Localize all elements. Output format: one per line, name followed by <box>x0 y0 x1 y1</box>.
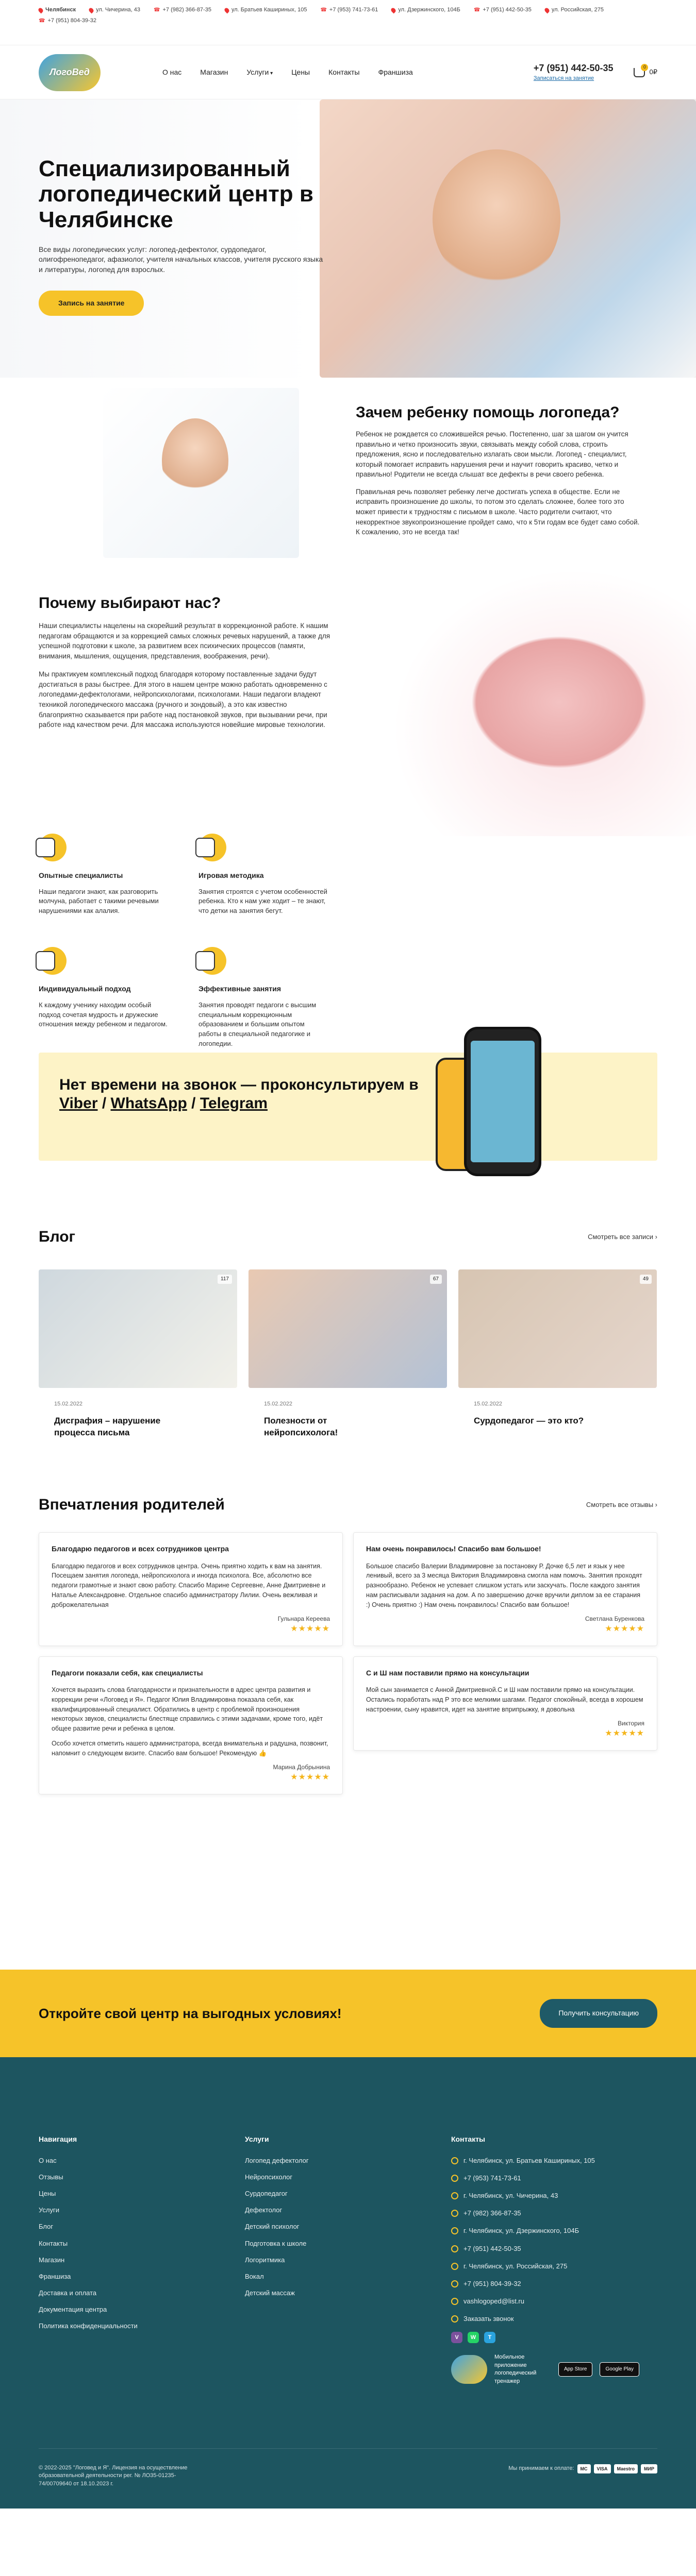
effective-icon <box>198 947 226 975</box>
phone-icon: ☎ <box>39 18 45 24</box>
rating-stars-icon: ★★★★★ <box>290 1624 330 1634</box>
topbar-item-text: ул. Дзержинского, 104Б <box>398 7 460 13</box>
location-pin-icon <box>543 7 550 13</box>
topbar-item-text: ул. Российская, 275 <box>551 7 604 13</box>
hero-signup-button[interactable]: Запись на занятие <box>39 291 144 316</box>
choose-photo <box>392 568 696 836</box>
app-store-button[interactable]: App Store <box>558 2362 592 2377</box>
feature-title: Опытные специалисты <box>39 871 123 879</box>
review-title: С и Ш нам поставили прямо на консультации <box>366 1668 529 1677</box>
topbar-item[interactable] <box>89 6 140 14</box>
footer-contact-item <box>451 2156 657 2165</box>
topbar-item[interactable] <box>39 17 96 25</box>
topbar-item-text: +7 (982) 366-87-35 <box>162 7 211 13</box>
footer-service-link[interactable]: Вокал <box>245 2272 264 2280</box>
feature-text: Наши педагоги знают, как разговорить молчуна, работает с такими речевыми нарушениями как алалия. <box>39 887 159 915</box>
app-text: Мобильное приложение логопедический тренажер <box>494 2354 537 2384</box>
review-title: Педагоги показали себя, как специалисты <box>52 1668 203 1677</box>
location-pin-icon <box>451 2263 458 2270</box>
blog-card[interactable] <box>39 1269 237 1439</box>
location-pin-icon <box>451 2227 458 2234</box>
footer-contact-text[interactable]: г. Челябинск, ул. Братьев Кашириных, 105 <box>463 2156 595 2164</box>
footer-contact-item <box>451 2279 657 2289</box>
review-text: Большое спасибо Валерии Владимировне за постановку Р. Дочке 6,5 лет и язык у нее ленивый, всего за 3 месяца Виктория Владимировна смогла нам помочь. Занятия проходят разнообразно. Ребенок не успевает слишком устать или заскучать. После каждого занятия нам расписывали задания на дом. А по завершению дочке вручили диплом за ее старания :) Очень приятно :) Нам очень понравилось! Спасибо вам большое! <box>366 1562 642 1608</box>
viber-icon[interactable]: V <box>451 2332 462 2343</box>
copyright: © 2022-2025 "Логовед и Я". Лицензия на осуществление образовательной деятельности рег. № ЛО35-01235-74/00709640 от 18.10.2023 г. <box>39 2464 188 2487</box>
footer-service-link[interactable]: Логопед дефектолог <box>245 2156 309 2164</box>
footer-extra <box>451 2297 657 2324</box>
visa-icon: VISA <box>594 2464 611 2474</box>
feature-text: К каждому ученику находим особый подход сочетая мудрость и дружеские отношения между ребенком и педагогом. <box>39 1001 168 1028</box>
footer-contact-text[interactable]: +7 (953) 741-73-61 <box>463 2174 521 2182</box>
reviews-col-left <box>39 1532 343 1794</box>
rating-stars-icon: ★★★★★ <box>605 1624 644 1634</box>
hero-text: Все виды логопедических услуг: логопед-дефектолог, сурдопедагог, олигофренопедагог, афазиолог, учителя начальных классов, учителя русского языка и литературы, логопед для взрослых. <box>39 245 323 274</box>
header-consult-link[interactable]: Записаться на занятие <box>533 75 594 82</box>
footer-nav-link[interactable]: О нас <box>39 2156 57 2164</box>
feature-experienced <box>39 834 168 916</box>
mail-icon <box>451 2298 458 2305</box>
footer-email[interactable]: vashlogoped@list.ru <box>463 2297 524 2306</box>
nav-contacts[interactable]: Контакты <box>328 67 360 76</box>
blog-card-date: 15.02.2022 <box>474 1401 503 1407</box>
footer-service-link[interactable]: Дефектолог <box>245 2206 283 2214</box>
header-phone[interactable]: +7 (951) 442-50-35 <box>533 63 614 74</box>
topbar-item[interactable] <box>474 6 532 14</box>
review-text: Благодарю педагогов и всех сотрудников центра. Очень приятно ходить к вам на занятия. Посещаем занятия логопеда, нейропсихолога и иногда психолога. Все, абсолютно все педагоги грамотные и знают свою работу. Спасибо Марине Сергеевне, Анне Дмитриевне и Наталье Александровне. Отдельное спасибо администратору Лилии. Очень вежливая и доброжелательная <box>52 1562 326 1608</box>
phone-icon <box>451 2315 458 2323</box>
whatsapp-icon[interactable]: W <box>468 2332 479 2343</box>
footer-bottom <box>39 2448 657 2488</box>
footer-contact-text[interactable]: +7 (951) 804-39-32 <box>463 2279 521 2287</box>
email-item <box>451 2297 657 2306</box>
game-icon <box>198 834 226 861</box>
reviews-section <box>0 1465 696 1970</box>
pay-label: Мы принимаем к оплате: <box>508 2465 574 2472</box>
cta-title: Откройте свой центр на выгодных условиях! <box>39 2005 342 2021</box>
footer-service-link[interactable]: Сурдопедагог <box>245 2189 288 2197</box>
topbar-item[interactable] <box>225 6 307 14</box>
reviews-col-right <box>353 1532 657 1794</box>
call-item <box>451 2314 657 2324</box>
phone-icon <box>451 2210 458 2217</box>
blog-more-link[interactable]: Смотреть все записи › <box>588 1232 657 1241</box>
banner-sep: / <box>97 1095 111 1112</box>
header <box>0 45 696 99</box>
google-play-button[interactable]: Google Play <box>600 2362 639 2377</box>
review-card <box>353 1532 657 1646</box>
footer-nav <box>39 2134 245 2385</box>
individual-icon <box>39 947 67 975</box>
views-count: 49 <box>640 1275 652 1284</box>
topbar-item[interactable] <box>154 6 211 14</box>
review-author: Светлана Буренкова <box>585 1615 644 1623</box>
review-text: Особо хочется отметить нашего администратора, всегда внимательна и радушна, позвонит, напомнит о следующем визите. Спасибо вам большое! Рекомендую 👍 <box>52 1739 328 1757</box>
location-pin-icon <box>451 2157 458 2164</box>
review-card <box>353 1656 657 1751</box>
review-title: Нам очень понравилось! Спасибо вам большое! <box>366 1545 541 1553</box>
blog-section <box>0 1176 696 1465</box>
topbar-items <box>39 0 657 25</box>
phone-illustration <box>464 1027 541 1176</box>
footer-contact-text[interactable]: г. Челябинск, ул. Дзержинского, 104Б <box>463 2227 579 2235</box>
choose-section <box>0 568 696 1048</box>
hero-title: Специализированный логопедический центр в Челябинске <box>39 156 313 232</box>
footer <box>0 2057 696 2509</box>
phone-icon <box>451 2175 458 2182</box>
cta-button[interactable]: Получить консультацию <box>540 1999 657 2028</box>
review-text: Хочется выразить слова благодарности и признательности в адрес центра развития и коррекции речи «Логовед и Я». Педагог Юлия Владимировна показала себя, как квалифицированный специалист. Обратились в центр с проблемой произношения некоторых звуков, специалисты блестяще справились с этими задачами, кроме того, идёт общее развитие речи и ребенка в целом. <box>52 1686 323 1733</box>
topbar-item[interactable] <box>320 6 378 14</box>
choose-p1: Наши специалисты нацелены на скорейший результат в коррекционной работе. К нашим педагогам обращаются и за коррекцией самых сложных речевых нарушений, а также для успешной подготовки к школе, за развитием всех психических процессов (памяти, внимания, мышления, ощущения, представления, воображения, речи). <box>39 622 330 660</box>
review-text: Мой сын занимается с Анной Дмитриевной.С и Ш нам поставили прямо на консультации. Остались поработать над Р это все мелкими шагами. Педагог спокойный, всегда в хорошем настроении, сыну нравится, идет на занятие вприпрыжку, я довольна <box>366 1686 643 1713</box>
footer-nav-link[interactable]: Блог <box>39 2223 54 2231</box>
social-icons <box>451 2332 657 2343</box>
footer-services-list <box>245 2156 451 2298</box>
payment-methods <box>508 2464 657 2474</box>
review-card <box>39 1656 343 1794</box>
blog-cards <box>39 1269 657 1439</box>
topbar-item-text: ул. Чичерина, 43 <box>96 7 140 13</box>
specialist-icon <box>39 834 67 861</box>
header-contact <box>534 62 614 83</box>
blog-card-image <box>458 1269 657 1388</box>
footer-services <box>245 2134 451 2385</box>
logo[interactable]: ЛогоВед <box>39 54 101 91</box>
mastercard-icon: MC <box>577 2464 591 2474</box>
blog-card-title[interactable]: Сурдопедагог — это кто? <box>474 1416 584 1426</box>
reviews-title: Впечатления родителей <box>39 1496 225 1513</box>
review-author: Гульнара Кереева <box>277 1615 330 1623</box>
why-title: Зачем ребенку помощь логопеда? <box>356 404 620 421</box>
footer-contact-item <box>451 2191 657 2200</box>
views-count: 117 <box>218 1275 232 1284</box>
footer-contact-text[interactable]: г. Челябинск, ул. Чичерина, 43 <box>463 2191 558 2199</box>
topbar-item-text: ул. Братьев Кашириных, 105 <box>231 7 307 13</box>
topbar-item-text: +7 (951) 804-39-32 <box>47 18 96 24</box>
footer-contact-item <box>451 2226 657 2235</box>
feature-title: Игровая методика <box>198 871 264 879</box>
review-card <box>39 1532 343 1646</box>
nav-prices[interactable]: Цены <box>291 67 310 76</box>
telegram-icon[interactable]: T <box>484 2332 495 2343</box>
footer-services-title: Услуги <box>245 2135 269 2143</box>
nav-services[interactable]: Услуги ▾ <box>246 67 273 78</box>
footer-service-link[interactable]: Детский массаж <box>245 2289 295 2297</box>
topbar-item-text: +7 (951) 442-50-35 <box>483 7 532 13</box>
blog-card-image <box>39 1269 237 1388</box>
nav-about[interactable]: О нас <box>162 67 182 76</box>
feature-game <box>198 834 327 916</box>
footer-service-link[interactable]: Детский психолог <box>245 2223 300 2231</box>
cart[interactable] <box>634 64 657 77</box>
hero <box>0 99 696 378</box>
app-promo <box>451 2353 657 2385</box>
footer-nav-link[interactable]: Услуги <box>39 2206 59 2214</box>
phone-icon: ☎ <box>154 7 160 13</box>
views-count: 67 <box>430 1275 442 1284</box>
footer-nav-link[interactable]: Контакты <box>39 2239 68 2247</box>
nav-franchise[interactable]: Франшиза <box>378 67 413 76</box>
footer-contacts <box>451 2134 657 2385</box>
footer-service-link[interactable]: Логоритмика <box>245 2256 285 2264</box>
choose-p2: Мы практикуем комплексный подход благодаря которому поставленные задачи будут достигаться в разы быстрее. Для этого в нашем центре можно работать одновременно с логопедами-дефектологами, нейропсихологами, психологами. Наши педагоги владеют техникой логопедического массажа (ручного и зондовый), а это как известно благоприятно сказывается при работе над постановкой звуков, при вызывании речи, при работе над качеством речи. Для массажа используются новейшие мировые технологии. <box>39 670 327 729</box>
footer-contact-item <box>451 2262 657 2271</box>
topbar-item-text: +7 (953) 741-73-61 <box>329 7 378 13</box>
feature-text: Занятия строятся с учетом особенностей ребенка. Кто к нам уже ходит – те знают, что детки на занятия бегут. <box>198 887 327 915</box>
phone-icon <box>451 2280 458 2287</box>
why-section <box>0 378 696 568</box>
blog-title: Блог <box>39 1228 76 1245</box>
features <box>39 834 327 1049</box>
messenger-banner <box>0 1027 696 1176</box>
blog-card[interactable] <box>458 1269 657 1439</box>
feature-title: Индивидуальный подход <box>39 985 131 993</box>
blog-card-date: 15.02.2022 <box>54 1401 83 1407</box>
footer-contact-item <box>451 2174 657 2183</box>
maestro-icon: Maestro <box>614 2464 638 2474</box>
cart-count: 0 <box>641 64 648 71</box>
blog-card-date: 15.02.2022 <box>264 1401 293 1407</box>
blog-card-title[interactable]: Полезности от нейропсихолога! <box>264 1416 338 1438</box>
footer-call-link[interactable]: Заказать звонок <box>463 2315 514 2323</box>
footer-nav-link[interactable]: Доставка и оплата <box>39 2289 97 2297</box>
cart-icon <box>634 64 646 77</box>
blog-card-image <box>248 1269 447 1388</box>
app-logo <box>451 2355 487 2384</box>
footer-nav-title: Навигация <box>39 2135 77 2143</box>
rating-stars-icon: ★★★★★ <box>605 1729 644 1738</box>
phone-icon: ☎ <box>320 7 327 13</box>
blog-card[interactable] <box>248 1269 447 1439</box>
review-author: Марина Добрынина <box>273 1764 330 1771</box>
location-pin-icon <box>224 7 230 13</box>
mir-icon: МИР <box>641 2464 657 2474</box>
blog-card-title[interactable]: Дисграфия – нарушение процесса письма <box>54 1416 161 1438</box>
footer-contact-text[interactable]: г. Челябинск, ул. Российская, 275 <box>463 2262 568 2270</box>
whatsapp-link[interactable]: WhatsApp <box>110 1095 187 1112</box>
why-p2: Правильная речь позволяет ребенку легче достигать успеха в обществе. Если не исправить произношение до школы, то потом это сделать сложнее, более того это может привести к трудностям с письмом в школе. Часто родители считают, что некорректное звукопроизношение пройдет само, что к 5ти годам все будет само собой. К сожалению, это не всегда так! <box>356 487 640 536</box>
footer-nav-link[interactable]: Документация центра <box>39 2306 107 2314</box>
location-pin-icon <box>88 7 95 13</box>
banner-lead: Нет времени на звонок — проконсультируем в <box>59 1076 419 1093</box>
footer-nav-list <box>39 2156 245 2331</box>
footer-nav-link[interactable]: Магазин <box>39 2256 65 2264</box>
choose-title: Почему выбирают нас? <box>39 595 221 612</box>
telegram-link[interactable]: Telegram <box>200 1095 268 1112</box>
viber-link[interactable]: Viber <box>59 1095 98 1112</box>
feature-text: Занятия проводят педагоги с высшим специальным коррекционным образованием и большим опытом работы в специальной педагогике и логопедии. <box>198 1001 317 1048</box>
franchise-cta <box>0 1970 696 2057</box>
phone-icon <box>451 2245 458 2252</box>
topbar-item[interactable] <box>391 6 460 14</box>
footer-service-link[interactable]: Нейропсихолог <box>245 2173 293 2181</box>
footer-nav-link[interactable]: Франшиза <box>39 2272 71 2280</box>
location-pin-icon <box>38 7 44 13</box>
why-p1: Ребенок не рождается со сложившейся речью. Постепенно, шаг за шагом он учится правильно и четко произносить звуки, связывать между собой слова, строить предложения, ясно и последовательно излагать свои мысли. Логопед - специалист, который помогает исправить нарушения речи и научит говорить красиво, четко и правильно! Родители не всегда слышат все дефекты в речи своего ребенка. <box>356 430 628 479</box>
topbar-item[interactable] <box>39 6 76 14</box>
phone-icon: ☎ <box>473 7 480 13</box>
footer-nav-link[interactable]: Цены <box>39 2189 56 2197</box>
hero-photo <box>320 99 696 378</box>
nav-shop[interactable]: Магазин <box>200 67 228 76</box>
footer-contact-text[interactable]: +7 (951) 442-50-35 <box>463 2244 521 2252</box>
feature-title: Эффективные занятия <box>198 985 281 993</box>
banner-title <box>59 1076 420 1113</box>
rating-stars-icon: ★★★★★ <box>290 1773 330 1782</box>
location-pin-icon <box>451 2192 458 2199</box>
footer-nav-link[interactable]: Отзывы <box>39 2173 63 2181</box>
reviews-grid <box>39 1532 657 1794</box>
review-author: Виктория <box>617 1720 644 1727</box>
banner-sep: / <box>187 1095 200 1112</box>
footer-service-link[interactable]: Подготовка к школе <box>245 2239 307 2247</box>
footer-nav-link[interactable]: Политика конфиденциальности <box>39 2322 138 2330</box>
topbar-item-text: Челябинск <box>45 7 76 13</box>
reviews-more-link[interactable]: Смотреть все отзывы › <box>586 1500 657 1509</box>
main-nav <box>162 67 413 78</box>
footer-contact-text[interactable]: +7 (982) 366-87-35 <box>463 2209 521 2217</box>
review-title: Благодарю педагогов и всех сотрудников центра <box>52 1545 229 1553</box>
cart-price: 0₽ <box>649 68 657 76</box>
footer-contacts-list <box>451 2156 657 2289</box>
footer-contacts-title: Контакты <box>451 2135 486 2143</box>
topbar <box>0 0 696 45</box>
why-photo <box>103 388 299 558</box>
footer-contact-item <box>451 2244 657 2253</box>
footer-contact-item <box>451 2209 657 2218</box>
location-pin-icon <box>390 7 397 13</box>
topbar-item[interactable] <box>545 6 604 14</box>
